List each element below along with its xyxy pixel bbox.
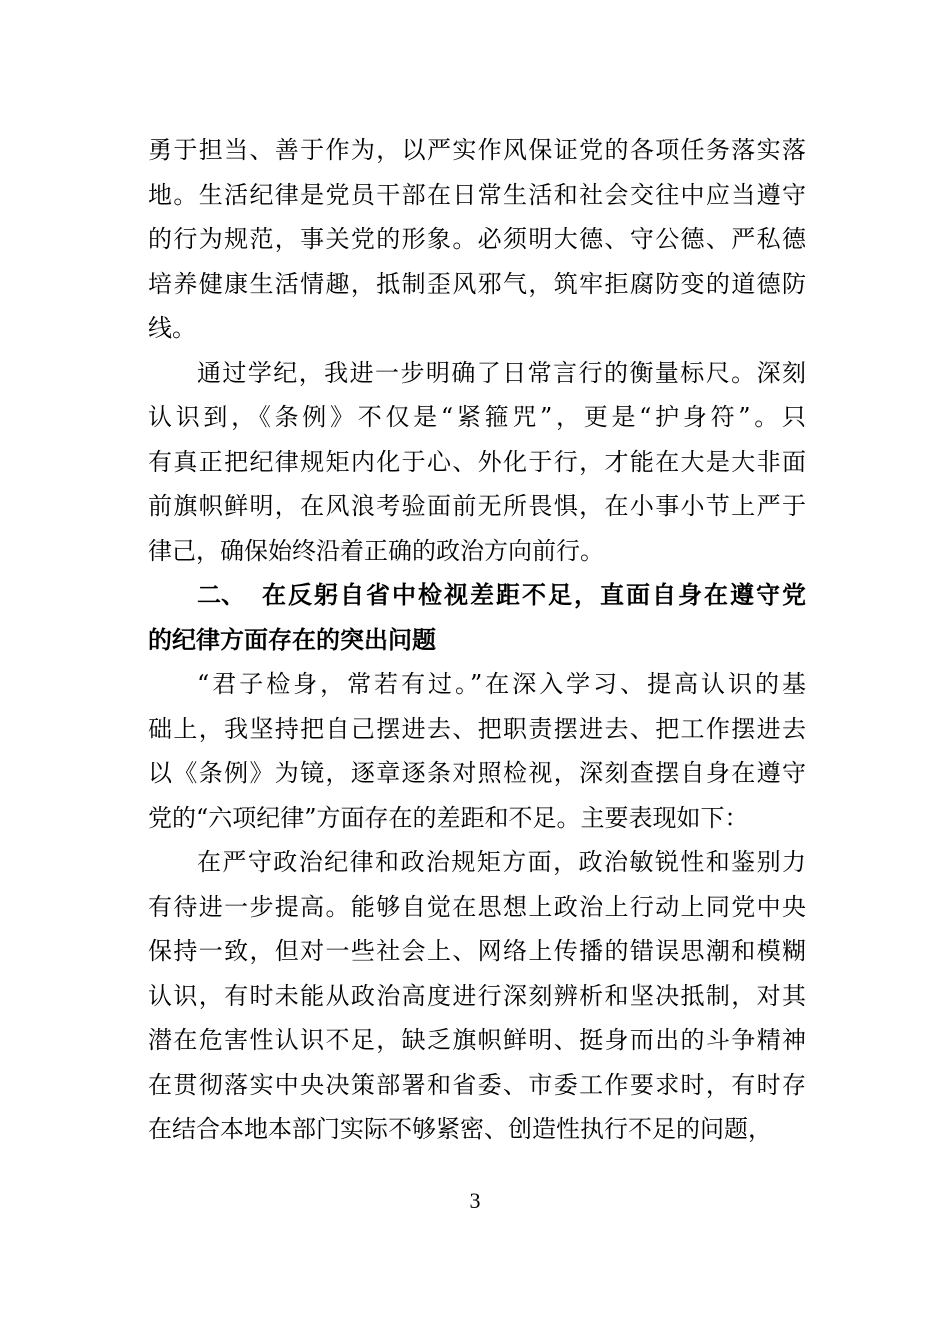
text-line: 有待进一步提高。能够自觉在思想上政治上行动上同党中央 — [148, 892, 806, 921]
heading-number: 二、 — [197, 581, 245, 609]
text-line: 培养健康生活情趣，抵制歪风邪气，筑牢拒腐防变的道德防 — [148, 269, 806, 298]
text-line: “君子检身，常若有过。”在深入学习、提高认识的基 — [197, 670, 806, 698]
text-line: 在结合本地本部门实际不够紧密、创造性执行不足的问题， — [148, 1115, 772, 1143]
text-line: 线。 — [148, 314, 196, 342]
text-line: 保持一致，但对一些社会上、网络上传播的错误思潮和模糊 — [148, 937, 806, 965]
text-line: 党的“六项纪律”方面存在的差距和不足。主要表现如下： — [148, 803, 749, 832]
heading-line: 的纪律方面存在的突出问题 — [148, 625, 436, 654]
text-line: 有真正把纪律规矩内化于心、外化于行，才能在大是大非面 — [148, 447, 806, 476]
text-line: 潜在危害性认识不足，缺乏旗帜鲜明、挺身而出的斗争精神 — [148, 1026, 806, 1054]
text-line: 通过学纪，我进一步明确了日常言行的衡量标尺。深刻 — [197, 358, 806, 387]
text-line: 在贯彻落实中央决策部署和省委、市委工作要求时，有时存 — [148, 1070, 806, 1099]
heading-line — [0, 580, 950, 610]
text-line: 律己，确保始终沿着正确的政治方向前行。 — [148, 536, 604, 565]
text-line: 础上，我坚持把自己摆进去、把职责摆进去、把工作摆进去 — [148, 714, 806, 743]
text-line: 勇于担当、善于作为，以严实作风保证党的各项任务落实落 — [148, 136, 806, 164]
heading-text: 在反躬自省中检视差距不足，直面自身在遵守党 — [262, 581, 806, 609]
text-line: 地。生活纪律是党员干部在日常生活和社会交往中应当遵守 — [148, 180, 806, 209]
text-line: 前旗帜鲜明，在风浪考验面前无所畏惧，在小事小节上严于 — [148, 492, 806, 520]
text-line: 认识到，《条例》不仅是“紧箍咒”，更是“护身符”。只 — [148, 403, 806, 431]
text-line: 在严守政治纪律和政治规矩方面，政治敏锐性和鉴别力 — [197, 848, 806, 876]
page-number: 3 — [469, 1188, 481, 1213]
text-line: 以《条例》为镜，逐章逐条对照检视，深刻查摆自身在遵守 — [148, 759, 806, 787]
text-line: 认识，有时未能从政治高度进行深刻辨析和坚决抵制，对其 — [148, 981, 806, 1010]
text-line: 的行为规范，事关党的形象。必须明大德、守公德、严私德 — [148, 225, 806, 253]
